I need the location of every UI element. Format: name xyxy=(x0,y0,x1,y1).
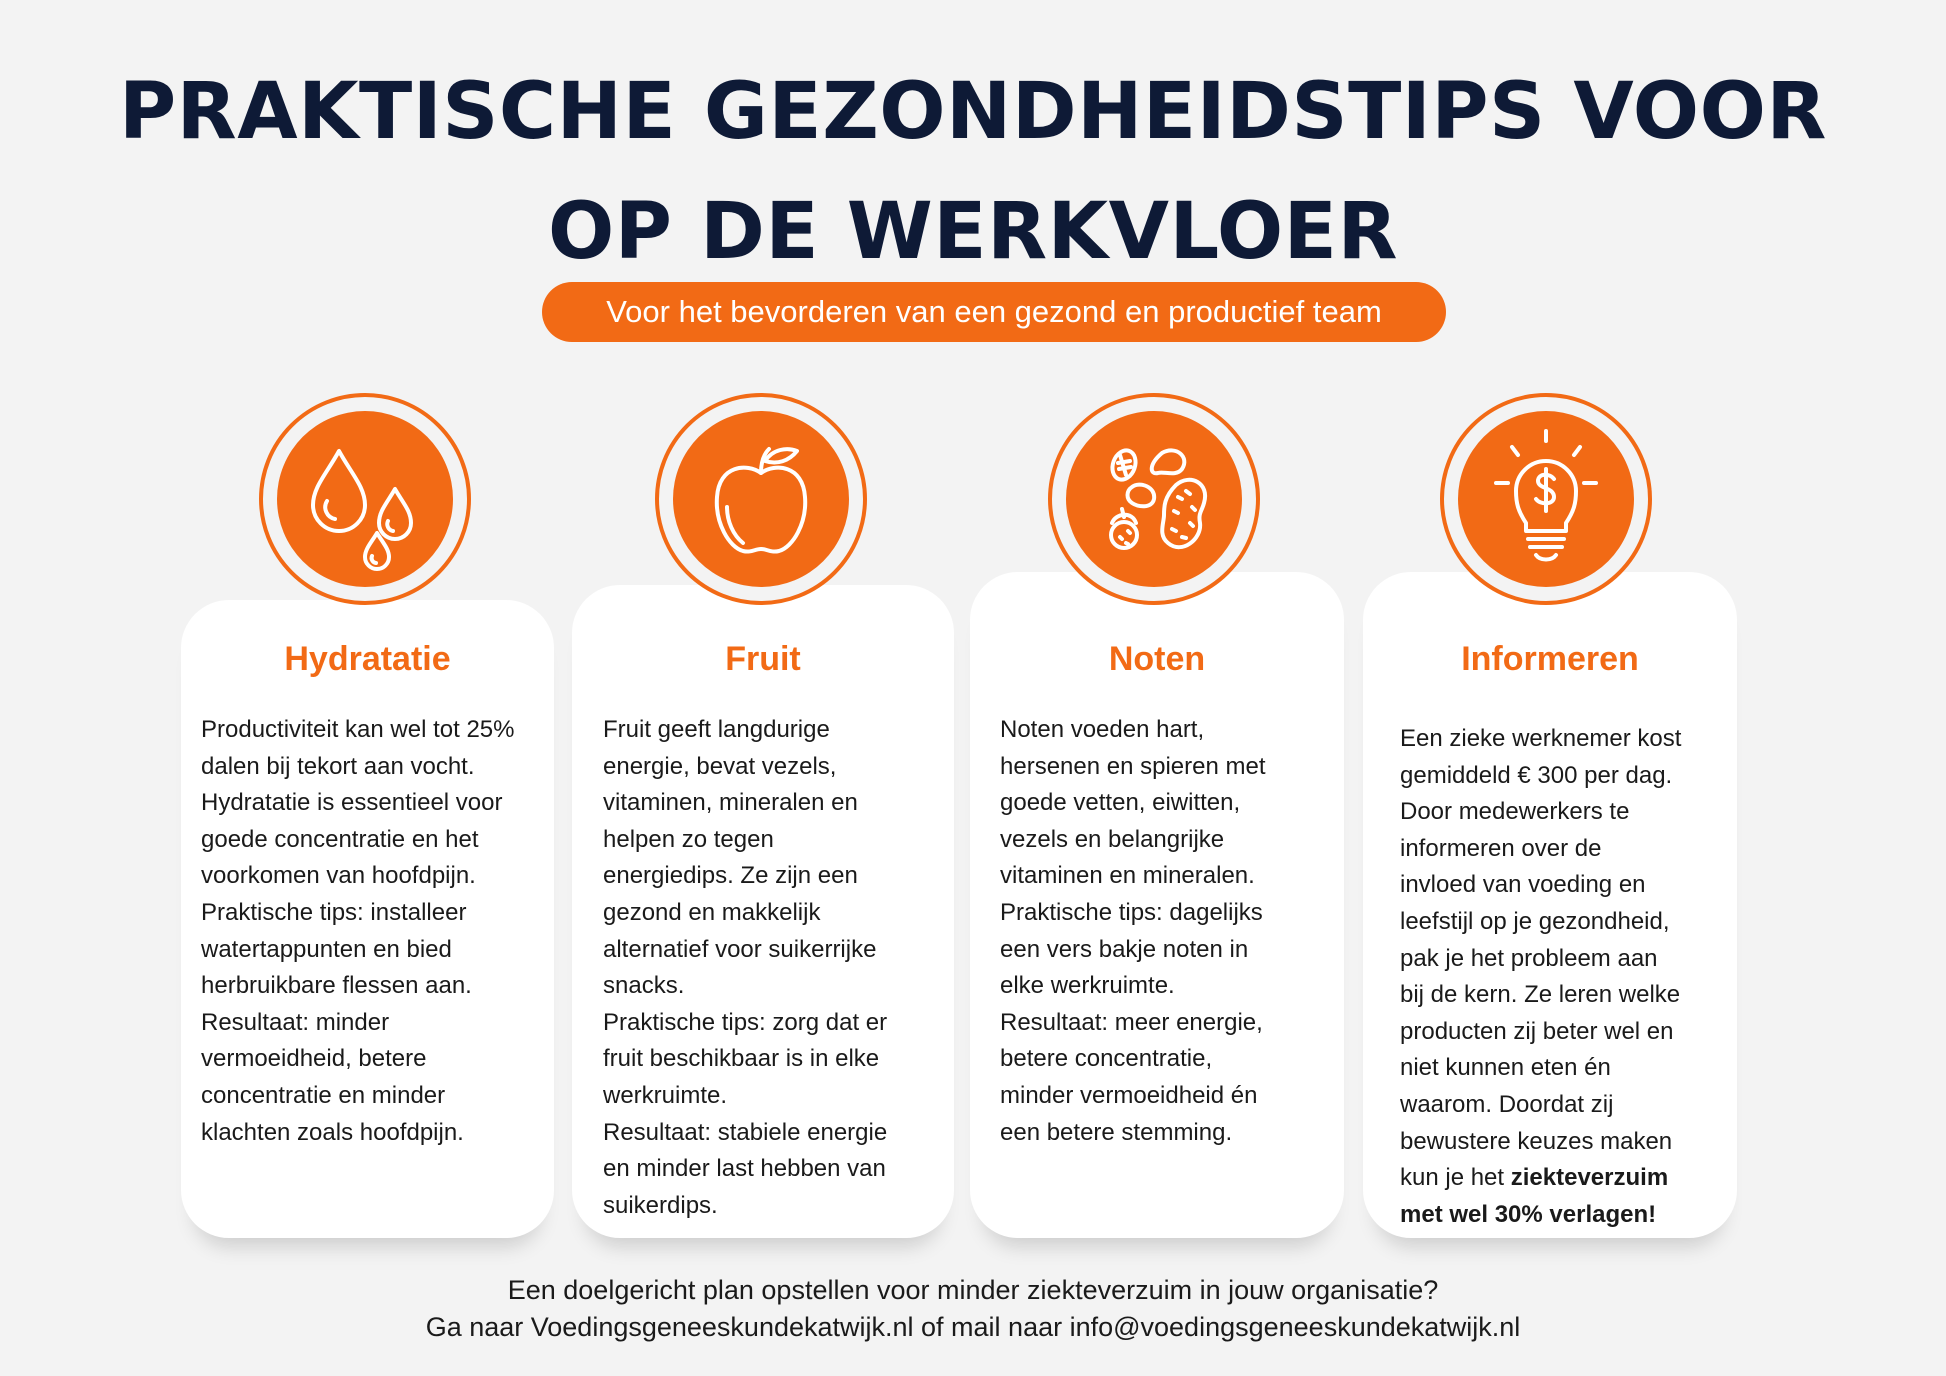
card-informeren xyxy=(1363,572,1737,1238)
footer-line-2: Ga naar Voedingsgeneeskundekatwijk.nl of mail naar info@voedingsgeneeskundekatwijk.nl xyxy=(425,1312,1521,1342)
text-line: concentratie en minder xyxy=(201,1081,446,1109)
text-line: klachten zoals hoofdpijn. xyxy=(201,1118,464,1146)
text-line: informeren over de xyxy=(1400,834,1602,862)
icon-disc xyxy=(673,411,849,587)
card-body xyxy=(603,712,948,1224)
bold-text-fragment: ziekteverzuim xyxy=(1510,1164,1669,1192)
text-line: vitaminen en mineralen. xyxy=(1000,862,1255,890)
card-fruit xyxy=(572,585,954,1238)
text-line: een betere stemming. xyxy=(1000,1118,1233,1146)
text-line: goede concentratie en het xyxy=(201,825,479,853)
text-line: suikerdips. xyxy=(603,1191,718,1219)
card-body xyxy=(201,712,546,1151)
text-line: voorkomen van hoofdpijn. xyxy=(201,862,476,890)
text-line xyxy=(1400,1160,1735,1197)
icon-badge-fruit xyxy=(655,393,867,605)
text-line: vezels en belangrijke xyxy=(1000,825,1225,853)
footer xyxy=(0,1272,1946,1346)
icon-badge-hydratatie xyxy=(259,393,471,605)
text-line: elke werkruimte. xyxy=(1000,972,1175,1000)
text-line: Resultaat: stabiele energie xyxy=(603,1118,888,1146)
card-noten xyxy=(970,572,1344,1238)
nuts-icon xyxy=(1066,411,1242,587)
text-line: fruit beschikbaar is in elke xyxy=(603,1045,880,1073)
subtitle-pill: Voor het bevorderen van een gezond en productief team xyxy=(542,282,1446,342)
card-hydratatie xyxy=(181,600,554,1238)
text-line: Resultaat: minder xyxy=(201,1008,390,1036)
text-line: helpen zo tegen xyxy=(603,825,774,853)
text-line: Door medewerkers te xyxy=(1400,798,1630,826)
card-title: Hydratatie xyxy=(284,640,451,678)
text-line: dalen bij tekort aan vocht. xyxy=(201,752,475,780)
text-line: hersenen en spieren met xyxy=(1000,752,1266,780)
icon-disc xyxy=(1066,411,1242,587)
text-line: watertappunten en bied xyxy=(201,935,452,963)
text-line: minder vermoeidheid én xyxy=(1000,1081,1258,1109)
card-body xyxy=(1000,712,1340,1151)
text-line: snacks. xyxy=(603,972,685,1000)
text-line: herbruikbare flessen aan. xyxy=(201,972,472,1000)
card-title: Noten xyxy=(1108,640,1206,678)
text-line: werkruimte. xyxy=(603,1081,728,1109)
text-line: goede vetten, eiwitten, xyxy=(1000,789,1241,817)
text-line: bewustere keuzes maken xyxy=(1400,1127,1673,1155)
text-line: gemiddeld € 300 per dag. xyxy=(1400,761,1673,789)
text-line: Hydratatie is essentieel voor xyxy=(201,789,503,817)
text-line: leefstijl op je gezondheid, xyxy=(1400,907,1670,935)
text-line: Noten voeden hart, xyxy=(1000,716,1205,743)
text-line: producten zij beter wel en xyxy=(1400,1017,1674,1045)
text-line: Praktische tips: installeer xyxy=(201,898,467,926)
text-line: Een zieke werknemer kost xyxy=(1400,725,1682,752)
icon-badge-informeren xyxy=(1440,393,1652,605)
page-title-line-1: PRAKTISCHE GEZONDHEIDSTIPS VOOR xyxy=(118,67,1827,157)
icon-badge-noten xyxy=(1048,393,1260,605)
card-title: Fruit xyxy=(725,640,801,678)
icon-disc xyxy=(1458,411,1634,587)
icon-disc xyxy=(277,411,453,587)
page-title xyxy=(0,52,1946,292)
text-line: alternatief voor suikerrijke xyxy=(603,935,877,963)
text-line: bij de kern. Ze leren welke xyxy=(1400,981,1681,1009)
page-title-line-2: OP DE WERKVLOER xyxy=(547,187,1399,277)
text-line: Productiviteit kan wel tot 25% xyxy=(201,716,515,743)
water-drops-icon xyxy=(277,411,453,587)
text-line: een vers bakje noten in xyxy=(1000,935,1249,963)
text-line: gezond en makkelijk xyxy=(603,898,821,926)
bold-text-fragment: met wel 30% verlagen! xyxy=(1400,1200,1657,1228)
text-line: energie, bevat vezels, xyxy=(603,752,837,780)
text-line: waarom. Doordat zij xyxy=(1400,1090,1614,1118)
text-line: pak je het probleem aan xyxy=(1400,944,1658,972)
text-line: Fruit geeft langdurige xyxy=(603,716,830,743)
text-line: niet kunnen eten én xyxy=(1400,1054,1611,1082)
text-line: Resultaat: meer energie, xyxy=(1000,1008,1263,1036)
text-fragment: kun je het xyxy=(1400,1164,1511,1192)
text-line: Praktische tips: zorg dat er xyxy=(603,1008,888,1036)
text-line: energiedips. Ze zijn een xyxy=(603,862,858,890)
text-line: en minder last hebben van xyxy=(603,1155,886,1183)
text-line: invloed van voeding en xyxy=(1400,871,1646,899)
card-body xyxy=(1400,721,1735,1233)
text-line: vermoeidheid, betere xyxy=(201,1045,427,1073)
text-line: Praktische tips: dagelijks xyxy=(1000,898,1263,926)
card-title: Informeren xyxy=(1461,640,1639,678)
text-line: vitaminen, mineralen en xyxy=(603,789,858,817)
lightbulb-dollar-icon xyxy=(1458,411,1634,587)
text-line: betere concentratie, xyxy=(1000,1045,1213,1073)
apple-icon xyxy=(673,411,849,587)
footer-line-1: Een doelgericht plan opstellen voor minder ziekteverzuim in jouw organisatie? xyxy=(507,1275,1439,1305)
text-line xyxy=(1400,1197,1735,1234)
